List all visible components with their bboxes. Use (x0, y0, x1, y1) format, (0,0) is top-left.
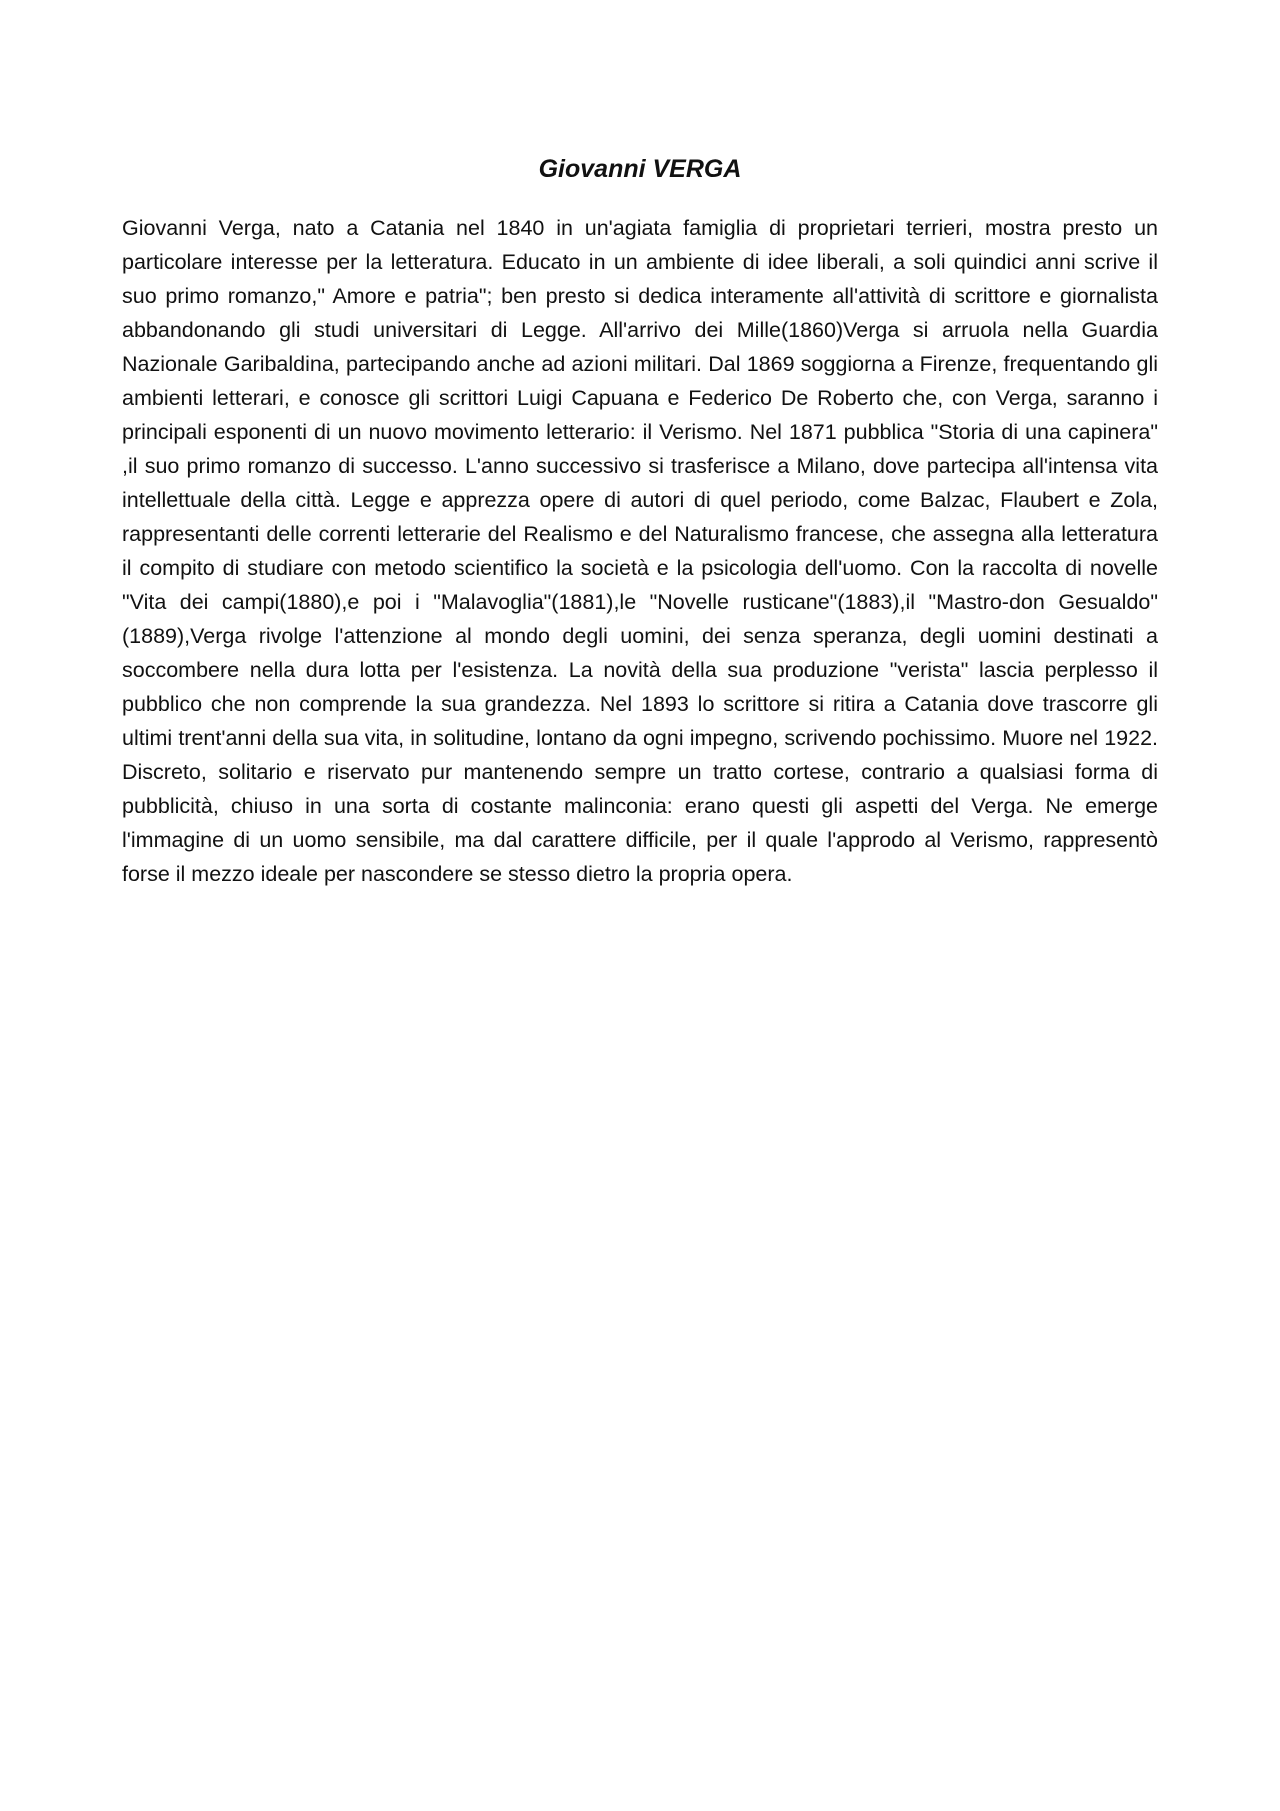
document-title: Giovanni VERGA (538, 155, 742, 183)
document-body-paragraph: Giovanni Verga, nato a Catania nel 1840 in un'agiata famiglia di proprietari terrieri, mostra presto un particolare interesse per la letteratura. Educato in un ambiente di idee liberali, a soli quindici anni scrive il suo primo romanzo," Amore e patria"; ben presto si dedica interamente all'attività di scrittore e giornalista abbandonando gli studi universitari di Legge. All'arrivo dei Mille(1860)Verga si arruola nella Guardia Nazionale Garibaldina, partecipando anche ad azioni militari. Dal 1869 soggiorna a Firenze, frequentando gli ambienti letterari, e conosce gli scrittori Luigi Capuana e Federico De Roberto che, con Verga, saranno i principali esponenti di un nuovo movimento letterario: il Verismo. Nel 1871 pubblica "Storia di una capinera" ,il suo primo romanzo di successo. L'anno successivo si trasferisce a Milano, dove partecipa all'intensa vita intellettuale della città. Legge e apprezza opere di autori di quel periodo, come Balzac, Flaubert e Zola, rappresentanti delle correnti letterarie del Realismo e del Naturalismo francese, che assegna alla letteratura il compito di studiare con metodo scientifico la società e la psicologia dell'uomo. Con la raccolta di novelle "Vita dei campi(1880),e poi i "Malavoglia"(1881),le "Novelle rusticane"(1883),il "Mastro-don Gesualdo"(1889),Verga rivolge l'attenzione al mondo degli uomini, dei senza speranza, degli uomini destinati a soccombere nella dura lotta per l'esistenza. La novità della sua produzione "verista" lascia perplesso il pubblico che non comprende la sua grandezza. Nel 1893 lo scrittore si ritira a Catania dove trascorre gli ultimi trent'anni della sua vita, in solitudine, lontano da ogni impegno, scrivendo pochissimo. Muore nel 1922. Discreto, solitario e riservato pur mantenendo sempre un tratto cortese, contrario a qualsiasi forma di pubblicità, chiuso in una sorta di costante malinconia: erano questi gli aspetti del Verga. Ne emerge l'immagine di un uomo sensibile, ma dal carattere difficile, per il quale l'approdo al Verismo, rappresentò forse il mezzo ideale per nascondere se stesso dietro la propria opera. (122, 216, 1158, 886)
